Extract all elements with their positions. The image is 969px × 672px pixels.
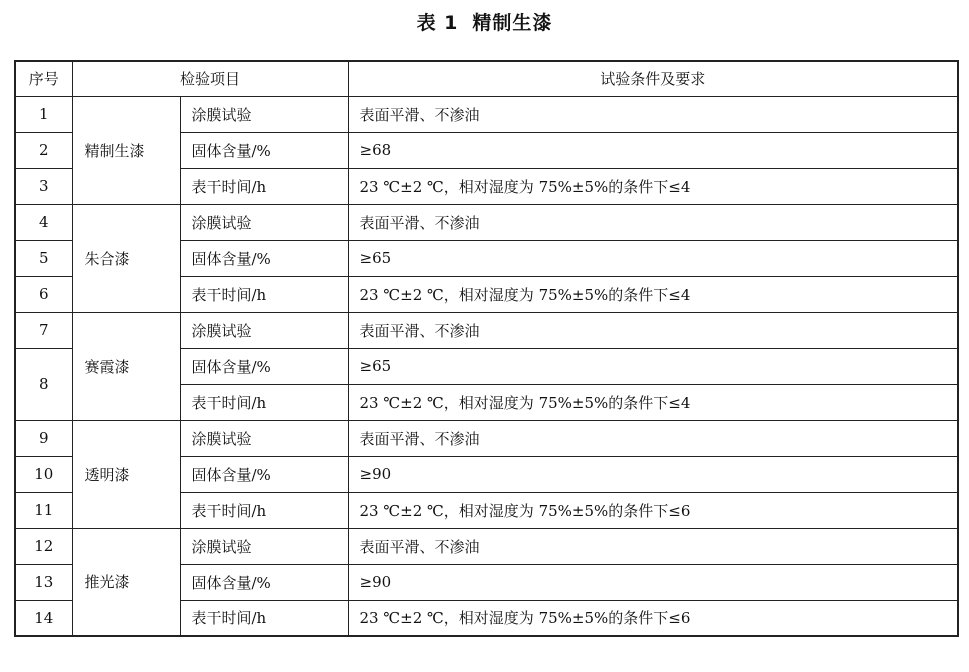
row-item: 涂膜试验 — [180, 96, 348, 132]
table-row — [15, 528, 958, 564]
row-item: 表干时间/h — [180, 600, 348, 636]
row-requirement: 表面平滑、不渗油 — [348, 96, 958, 132]
row-requirement: 表面平滑、不渗油 — [348, 528, 958, 564]
row-no: 7 — [15, 312, 72, 348]
row-item: 固体含量/% — [180, 456, 348, 492]
row-item: 固体含量/% — [180, 564, 348, 600]
row-item: 涂膜试验 — [180, 312, 348, 348]
row-item: 表干时间/h — [180, 168, 348, 204]
row-requirement: ≥65 — [348, 240, 958, 276]
table-row — [15, 312, 958, 348]
table-row — [15, 204, 958, 240]
row-no: 8 — [15, 348, 72, 420]
row-requirement: ≥90 — [348, 456, 958, 492]
row-no: 3 — [15, 168, 72, 204]
row-item: 固体含量/% — [180, 132, 348, 168]
row-no: 1 — [15, 96, 72, 132]
row-item: 固体含量/% — [180, 348, 348, 384]
group-name: 朱合漆 — [72, 204, 180, 312]
header-requirement: 试验条件及要求 — [348, 61, 958, 96]
row-no: 4 — [15, 204, 72, 240]
group-name: 精制生漆 — [72, 96, 180, 204]
row-no: 6 — [15, 276, 72, 312]
table-label: 表 1 — [416, 12, 459, 34]
row-item: 表干时间/h — [180, 384, 348, 420]
table-caption: 精制生漆 — [472, 12, 553, 34]
header-item: 检验项目 — [72, 61, 348, 96]
table-header-row — [15, 61, 958, 96]
row-no: 9 — [15, 420, 72, 456]
row-no: 14 — [15, 600, 72, 636]
table-title — [0, 8, 969, 35]
row-requirement: 23 ℃±2 ℃，相对湿度为 75%±5%的条件下≤4 — [348, 384, 958, 420]
row-no: 13 — [15, 564, 72, 600]
row-requirement: 23 ℃±2 ℃，相对湿度为 75%±5%的条件下≤4 — [348, 276, 958, 312]
row-requirement: ≥65 — [348, 348, 958, 384]
group-name: 赛霞漆 — [72, 312, 180, 420]
row-requirement: 23 ℃±2 ℃，相对湿度为 75%±5%的条件下≤4 — [348, 168, 958, 204]
table-row — [15, 420, 958, 456]
header-no: 序号 — [15, 61, 72, 96]
row-no: 12 — [15, 528, 72, 564]
row-requirement: 23 ℃±2 ℃，相对湿度为 75%±5%的条件下≤6 — [348, 492, 958, 528]
row-requirement: 表面平滑、不渗油 — [348, 312, 958, 348]
row-item: 涂膜试验 — [180, 204, 348, 240]
group-name: 推光漆 — [72, 528, 180, 636]
row-requirement: 表面平滑、不渗油 — [348, 204, 958, 240]
row-requirement: 23 ℃±2 ℃，相对湿度为 75%±5%的条件下≤6 — [348, 600, 958, 636]
row-no: 5 — [15, 240, 72, 276]
row-no: 10 — [15, 456, 72, 492]
group-name: 透明漆 — [72, 420, 180, 528]
spec-table — [14, 60, 959, 637]
row-item: 固体含量/% — [180, 240, 348, 276]
row-item: 表干时间/h — [180, 276, 348, 312]
row-no: 2 — [15, 132, 72, 168]
table-row — [15, 96, 958, 132]
row-requirement: ≥90 — [348, 564, 958, 600]
row-requirement: 表面平滑、不渗油 — [348, 420, 958, 456]
row-no: 11 — [15, 492, 72, 528]
row-item: 涂膜试验 — [180, 420, 348, 456]
row-item: 表干时间/h — [180, 492, 348, 528]
row-item: 涂膜试验 — [180, 528, 348, 564]
row-requirement: ≥68 — [348, 132, 958, 168]
